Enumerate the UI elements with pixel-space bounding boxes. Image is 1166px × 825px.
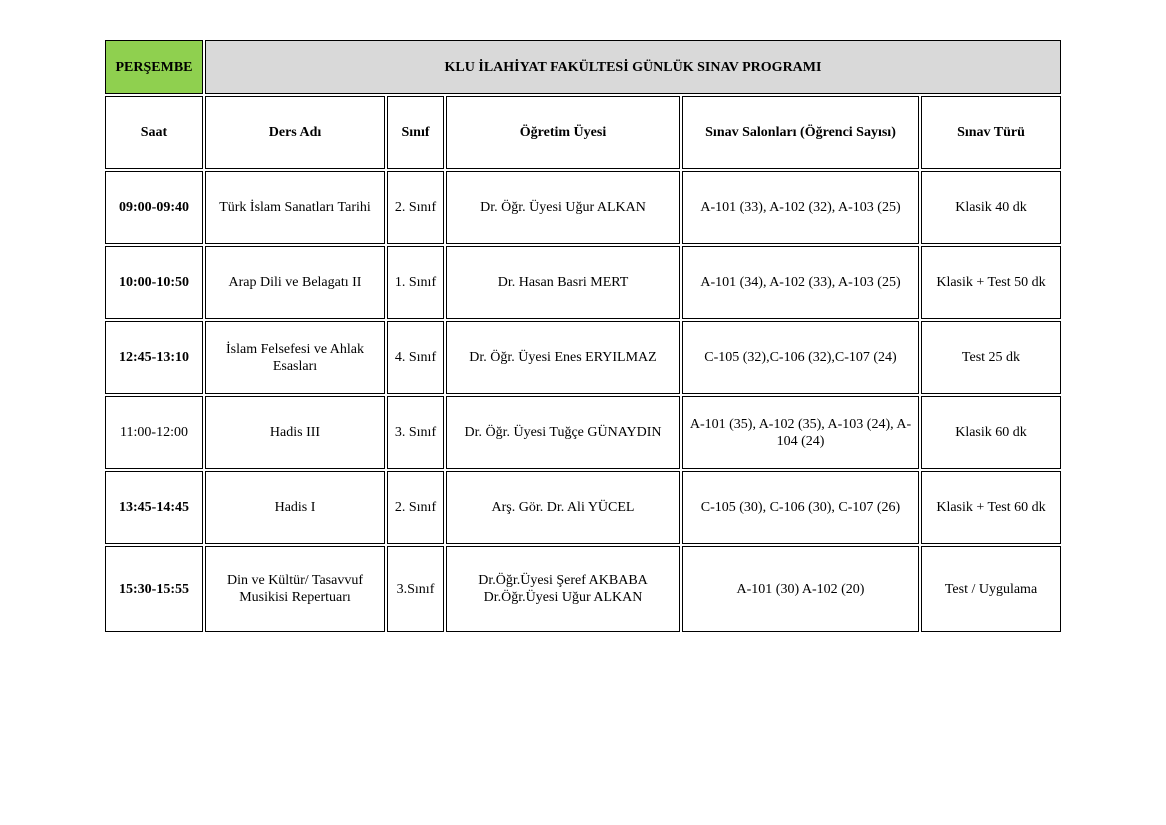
class-cell: 2. Sınıf — [387, 171, 444, 244]
rooms-cell: A-101 (34), A-102 (33), A-103 (25) — [682, 246, 919, 319]
exam-type-cell: Test 25 dk — [921, 321, 1061, 394]
class-cell: 3. Sınıf — [387, 396, 444, 469]
rooms-cell: A-101 (33), A-102 (32), A-103 (25) — [682, 171, 919, 244]
header-row — [105, 40, 1061, 94]
exam-type-cell: Klasik + Test 60 dk — [921, 471, 1061, 544]
table-row — [105, 321, 1061, 394]
course-cell: Hadis III — [205, 396, 385, 469]
table-row — [105, 546, 1061, 632]
rooms-cell: A-101 (35), A-102 (35), A-103 (24), A-104 (24) — [682, 396, 919, 469]
exam-type-cell: Klasik 60 dk — [921, 396, 1061, 469]
exam-type-cell: Test / Uygulama — [921, 546, 1061, 632]
table-row — [105, 471, 1061, 544]
time-cell: 11:00-12:00 — [105, 396, 203, 469]
time-cell: 10:00-10:50 — [105, 246, 203, 319]
course-cell: Din ve Kültür/ Tasavvuf Musikisi Repertuarı — [205, 546, 385, 632]
course-cell: Arap Dili ve Belagatı II — [205, 246, 385, 319]
col-header-course: Ders Adı — [205, 96, 385, 169]
instructor-line-1: Dr.Öğr.Üyesi Şeref AKBABA — [478, 573, 648, 588]
exam-type-cell: Klasik 40 dk — [921, 171, 1061, 244]
instructor-cell: Dr. Öğr. Üyesi Tuğçe GÜNAYDIN — [446, 396, 680, 469]
instructor-line-2: Dr.Öğr.Üyesi Uğur ALKAN — [483, 590, 643, 605]
rooms-cell: A-101 (30) A-102 (20) — [682, 546, 919, 632]
instructor-cell: Dr. Hasan Basri MERT — [446, 246, 680, 319]
table-row — [105, 246, 1061, 319]
col-header-time: Saat — [105, 96, 203, 169]
time-cell: 09:00-09:40 — [105, 171, 203, 244]
table-row — [105, 396, 1061, 469]
table-row — [105, 171, 1061, 244]
col-header-class: Sınıf — [387, 96, 444, 169]
class-cell: 2. Sınıf — [387, 471, 444, 544]
class-cell: 3.Sınıf — [387, 546, 444, 632]
column-header-row — [105, 96, 1061, 169]
col-header-instructor: Öğretim Üyesi — [446, 96, 680, 169]
time-cell: 13:45-14:45 — [105, 471, 203, 544]
course-cell: İslam Felsefesi ve Ahlak Esasları — [205, 321, 385, 394]
instructor-cell: Dr. Öğr. Üyesi Enes ERYILMAZ — [446, 321, 680, 394]
exam-schedule-table — [103, 38, 1063, 634]
page-title: KLU İLAHİYAT FAKÜLTESİ GÜNLÜK SINAV PROGRAMI — [205, 40, 1061, 94]
class-cell: 1. Sınıf — [387, 246, 444, 319]
class-cell: 4. Sınıf — [387, 321, 444, 394]
instructor-cell: Dr. Öğr. Üyesi Uğur ALKAN — [446, 171, 680, 244]
course-cell: Hadis I — [205, 471, 385, 544]
course-cell: Türk İslam Sanatları Tarihi — [205, 171, 385, 244]
time-cell: 15:30-15:55 — [105, 546, 203, 632]
exam-type-cell: Klasik + Test 50 dk — [921, 246, 1061, 319]
day-label: PERŞEMBE — [105, 40, 203, 94]
instructor-cell — [446, 546, 680, 632]
instructor-cell: Arş. Gör. Dr. Ali YÜCEL — [446, 471, 680, 544]
rooms-cell: C-105 (32),C-106 (32),C-107 (24) — [682, 321, 919, 394]
time-cell: 12:45-13:10 — [105, 321, 203, 394]
rooms-cell: C-105 (30), C-106 (30), C-107 (26) — [682, 471, 919, 544]
col-header-rooms: Sınav Salonları (Öğrenci Sayısı) — [682, 96, 919, 169]
col-header-type: Sınav Türü — [921, 96, 1061, 169]
